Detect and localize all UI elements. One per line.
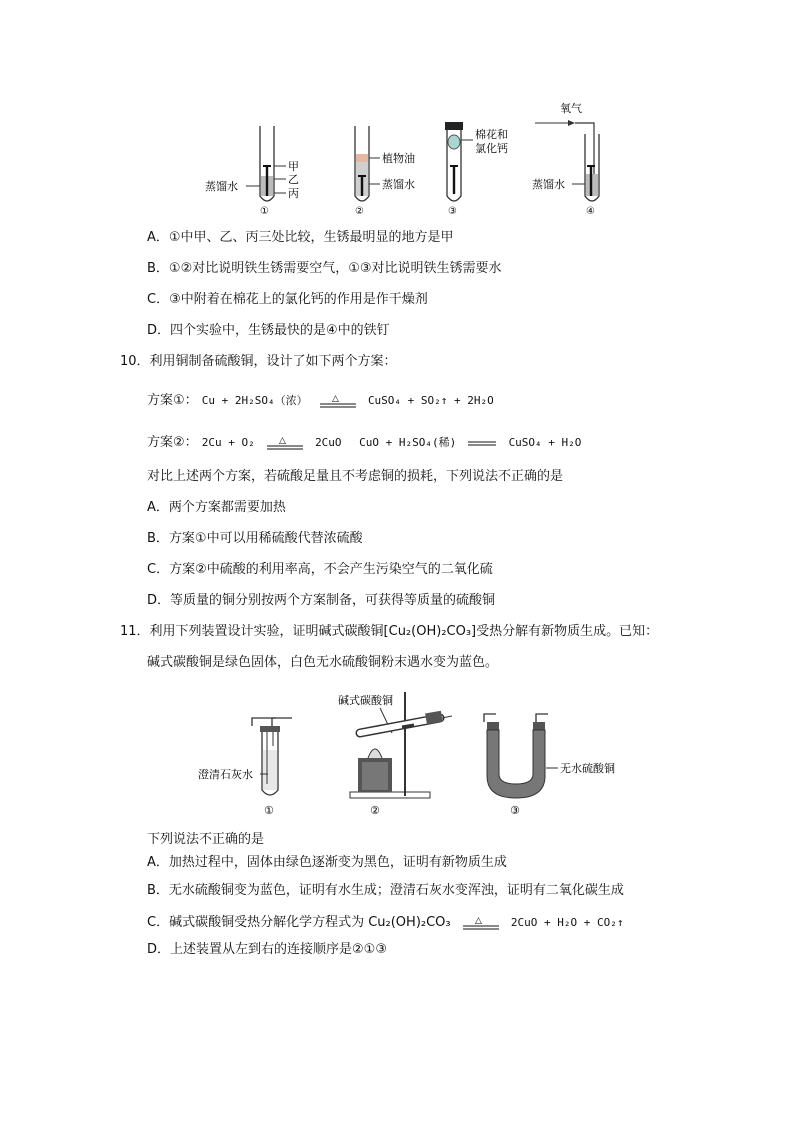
heating-equals-sign [318,393,358,409]
tube-1 [205,126,299,217]
q10-prompt: 对比上述两个方案，若硫酸足量且不考虑铜的损耗，下列说法不正确的是 [147,469,564,484]
q11-prompt: 下列说法不正确的是 [147,832,265,847]
apparatus-1-limewater [198,718,292,817]
svg-text:△: △ [331,393,339,404]
q9-option-b: B．①②对比说明铁生锈需要空气，①③对比说明铁生锈需要水 [147,261,502,276]
tube-number-2: ② [355,206,364,217]
q11-option-b: B．无水硫酸铜变为蓝色，证明有水生成；澄清石灰水变浑浊，证明有二氧化碳生成 [147,883,624,898]
heating-equals-sign [265,435,305,451]
equals-sign [466,435,498,451]
label-oxygen: 氧气 [560,102,582,115]
q10-scheme-2 [147,434,581,452]
apparatus-number-1: ① [264,804,274,817]
scheme-2-label: 方案②： [147,435,198,450]
q11-option-d: D．上述装置从左到右的连接顺序是②①③ [147,942,387,957]
scheme-1-products: CuSO₄ + SO₂↑ + 2H₂O [367,394,494,407]
label-anhydrous-cuso4: 无水硫酸铜 [560,762,615,775]
label-distilled-water-2: 蒸馏水 [382,178,415,191]
scheme-2-middle: 2CuO CuO + H₂SO₄(稀) [315,436,457,449]
tube-number-4: ④ [586,206,595,217]
q11-option-c-products: 2CuO + H₂O + CO₂↑ [510,916,624,929]
q11-stem-line2: 碱式碳酸铜是绿色固体，白色无水硫酸铜粉末遇水变为蓝色。 [147,655,499,670]
svg-text:△: △ [474,915,482,926]
apparatus-number-2: ② [370,804,380,817]
rusting-experiment-figure [190,96,630,220]
q11-option-c-text: C．碱式碳酸铜受热分解化学方程式为 Cu₂(OH)₂CO₃ [147,915,451,930]
scheme-2-step1-reactants: 2Cu + O₂ [201,436,255,449]
q11-stem-line1: 11．利用下列装置设计实验，证明碱式碳酸铜[Cu₂(OH)₂CO₃]受热分解有新物质生成。已知： [120,624,659,639]
tube-number-1: ① [260,206,269,217]
tube-2 [355,126,415,217]
label-bing: 丙 [288,187,299,200]
label-yi: 乙 [288,173,299,186]
q11-option-c [147,914,624,932]
q10-option-d: D．等质量的铜分别按两个方案制备，可获得等质量的硫酸铜 [147,593,496,608]
apparatus-figure [190,688,630,818]
apparatus-2-heating [338,692,452,817]
label-distilled-water-4: 蒸馏水 [532,178,565,191]
scheme-2-products: CuSO₄ + H₂O [508,436,582,449]
apparatus-3-u-tube [484,714,615,817]
q10-option-a: A．两个方案都需要加热 [147,500,286,515]
label-basic-copper-carbonate: 碱式碳酸铜 [338,694,393,707]
tube-number-3: ③ [448,206,457,217]
tube-4 [532,101,599,217]
heating-equals-sign [461,915,501,931]
svg-text:△: △ [278,435,286,446]
label-jia: 甲 [288,160,299,173]
label-distilled-water-1: 蒸馏水 [205,180,238,193]
q9-option-a: A．①中甲、乙、丙三处比较，生锈最明显的地方是甲 [147,230,454,245]
tube-3 [445,122,508,217]
label-limewater: 澄清石灰水 [198,768,253,781]
label-vegetable-oil: 植物油 [382,152,415,165]
scheme-1-reactants: Cu + 2H₂SO₄（浓） [201,394,308,407]
q10-option-b: B．方案①中可以用稀硫酸代替浓硫酸 [147,531,363,546]
q9-option-c: C．③中附着在棉花上的氯化钙的作用是作干燥剂 [147,292,428,307]
apparatus-number-3: ③ [510,804,520,817]
q11-option-a: A．加热过程中，固体由绿色逐渐变为黑色，证明有新物质生成 [147,855,507,870]
label-cotton-cacl2-2: 氯化钙 [475,142,508,155]
q10-stem: 10．利用铜制备硫酸铜，设计了如下两个方案： [120,354,397,369]
label-cotton-cacl2-1: 棉花和 [475,128,508,141]
q9-option-d: D．四个实验中，生锈最快的是④中的铁钉 [147,323,390,338]
scheme-1-label: 方案①： [147,393,198,408]
q10-scheme-1 [147,392,494,410]
q10-option-c: C．方案②中硫酸的利用率高，不会产生污染空气的二氧化硫 [147,562,493,577]
